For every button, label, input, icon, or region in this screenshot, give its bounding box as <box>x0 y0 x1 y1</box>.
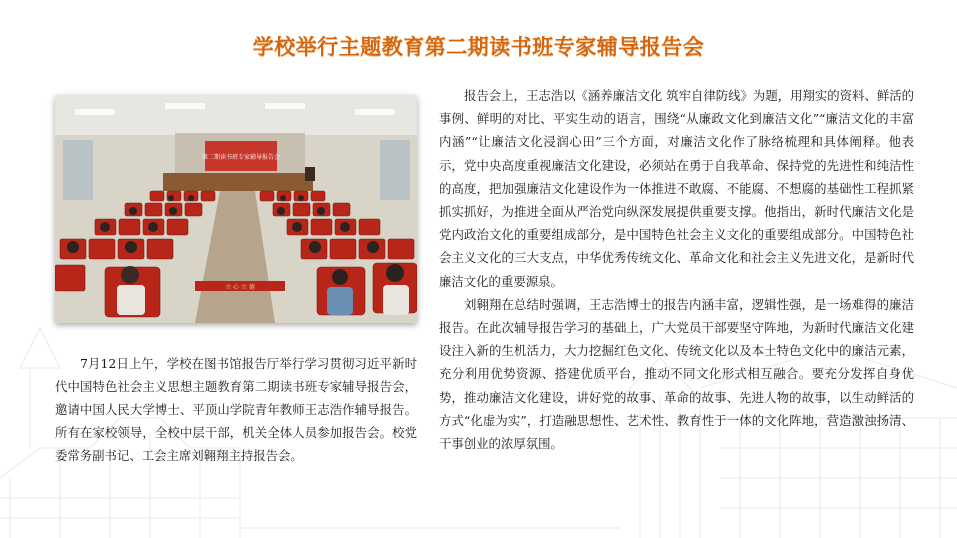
paragraph: 报告会上，王志浩以《涵养廉洁文化 筑牢自律防线》为题，用翔实的资料、鲜活的事例、鲜明的对比、平实生动的语言，围绕“从廉政文化到廉洁文化”“廉洁文化的丰富内涵”“让廉洁文化浸润心田”三个方面，对廉洁文化作了脉络梳理和具体阐释。他表示，党中央高度重视廉洁文化建设，必须站在勇于自我革命、保持党的先进性和纯洁性的高度，把加强廉洁文化建设作为一体推进不敢腐、不能腐、不想腐的基础性工程抓紧抓实抓好，为推进全面从严治党向纵深发展提供重要支撑。他指出，新时代廉洁文化是党内政治文化的重要组成部分，是中国特色社会主义文化的重要组成部分。中国特色社会主义文化的三大支点，中华优秀传统文化、革命文化和社会主义先进文化，是新时代廉洁文化的重要源泉。 <box>439 88 915 289</box>
meeting-photo <box>55 95 417 323</box>
stage-slogan: 立 心 立 德 <box>225 284 255 291</box>
paragraph: 刘翱翔在总结时强调，王志浩博士的报告内涵丰富，逻辑性强，是一场难得的廉洁报告。在此次辅导报告学习的基础上，广大党员干部要坚守阵地，为新时代廉洁文化建设注入新的生机活力，大力挖掘红色文化、传统文化以及本土特色文化中的廉洁元素，充分利用优势资源、搭建优质平台，推动不同文化形式相互融合。要充分发挥自身优势，推动廉洁文化建设，讲好党的故事、革命的故事、先进人物的故事，以生动鲜活的方式“化虚为实”，打造融思想性、艺术性、教育性于一体的文化阵地，营造激浊扬清、干事创业的浓厚氛围。 <box>439 296 914 452</box>
screen-banner-text: 第二期读书班专家辅导报告会 <box>201 154 281 161</box>
photo-caption: 7月12日上午，学校在图书馆报告厅举行学习贯彻习近平新时代中国特色社会主义思想主题教育第二期读书班专家辅导报告会，邀请中国人民大学博士、平顶山学院青年教师王志浩作辅导报告。所有在家校领导，全校中层干部，机关全体人员参加报告会。校党委常务副书记、工会主席刘翱翔主持报告会。 <box>55 356 417 463</box>
page-title: 学校举行主题教育第二期读书班专家辅导报告会 <box>252 35 705 59</box>
article-body <box>439 84 914 455</box>
